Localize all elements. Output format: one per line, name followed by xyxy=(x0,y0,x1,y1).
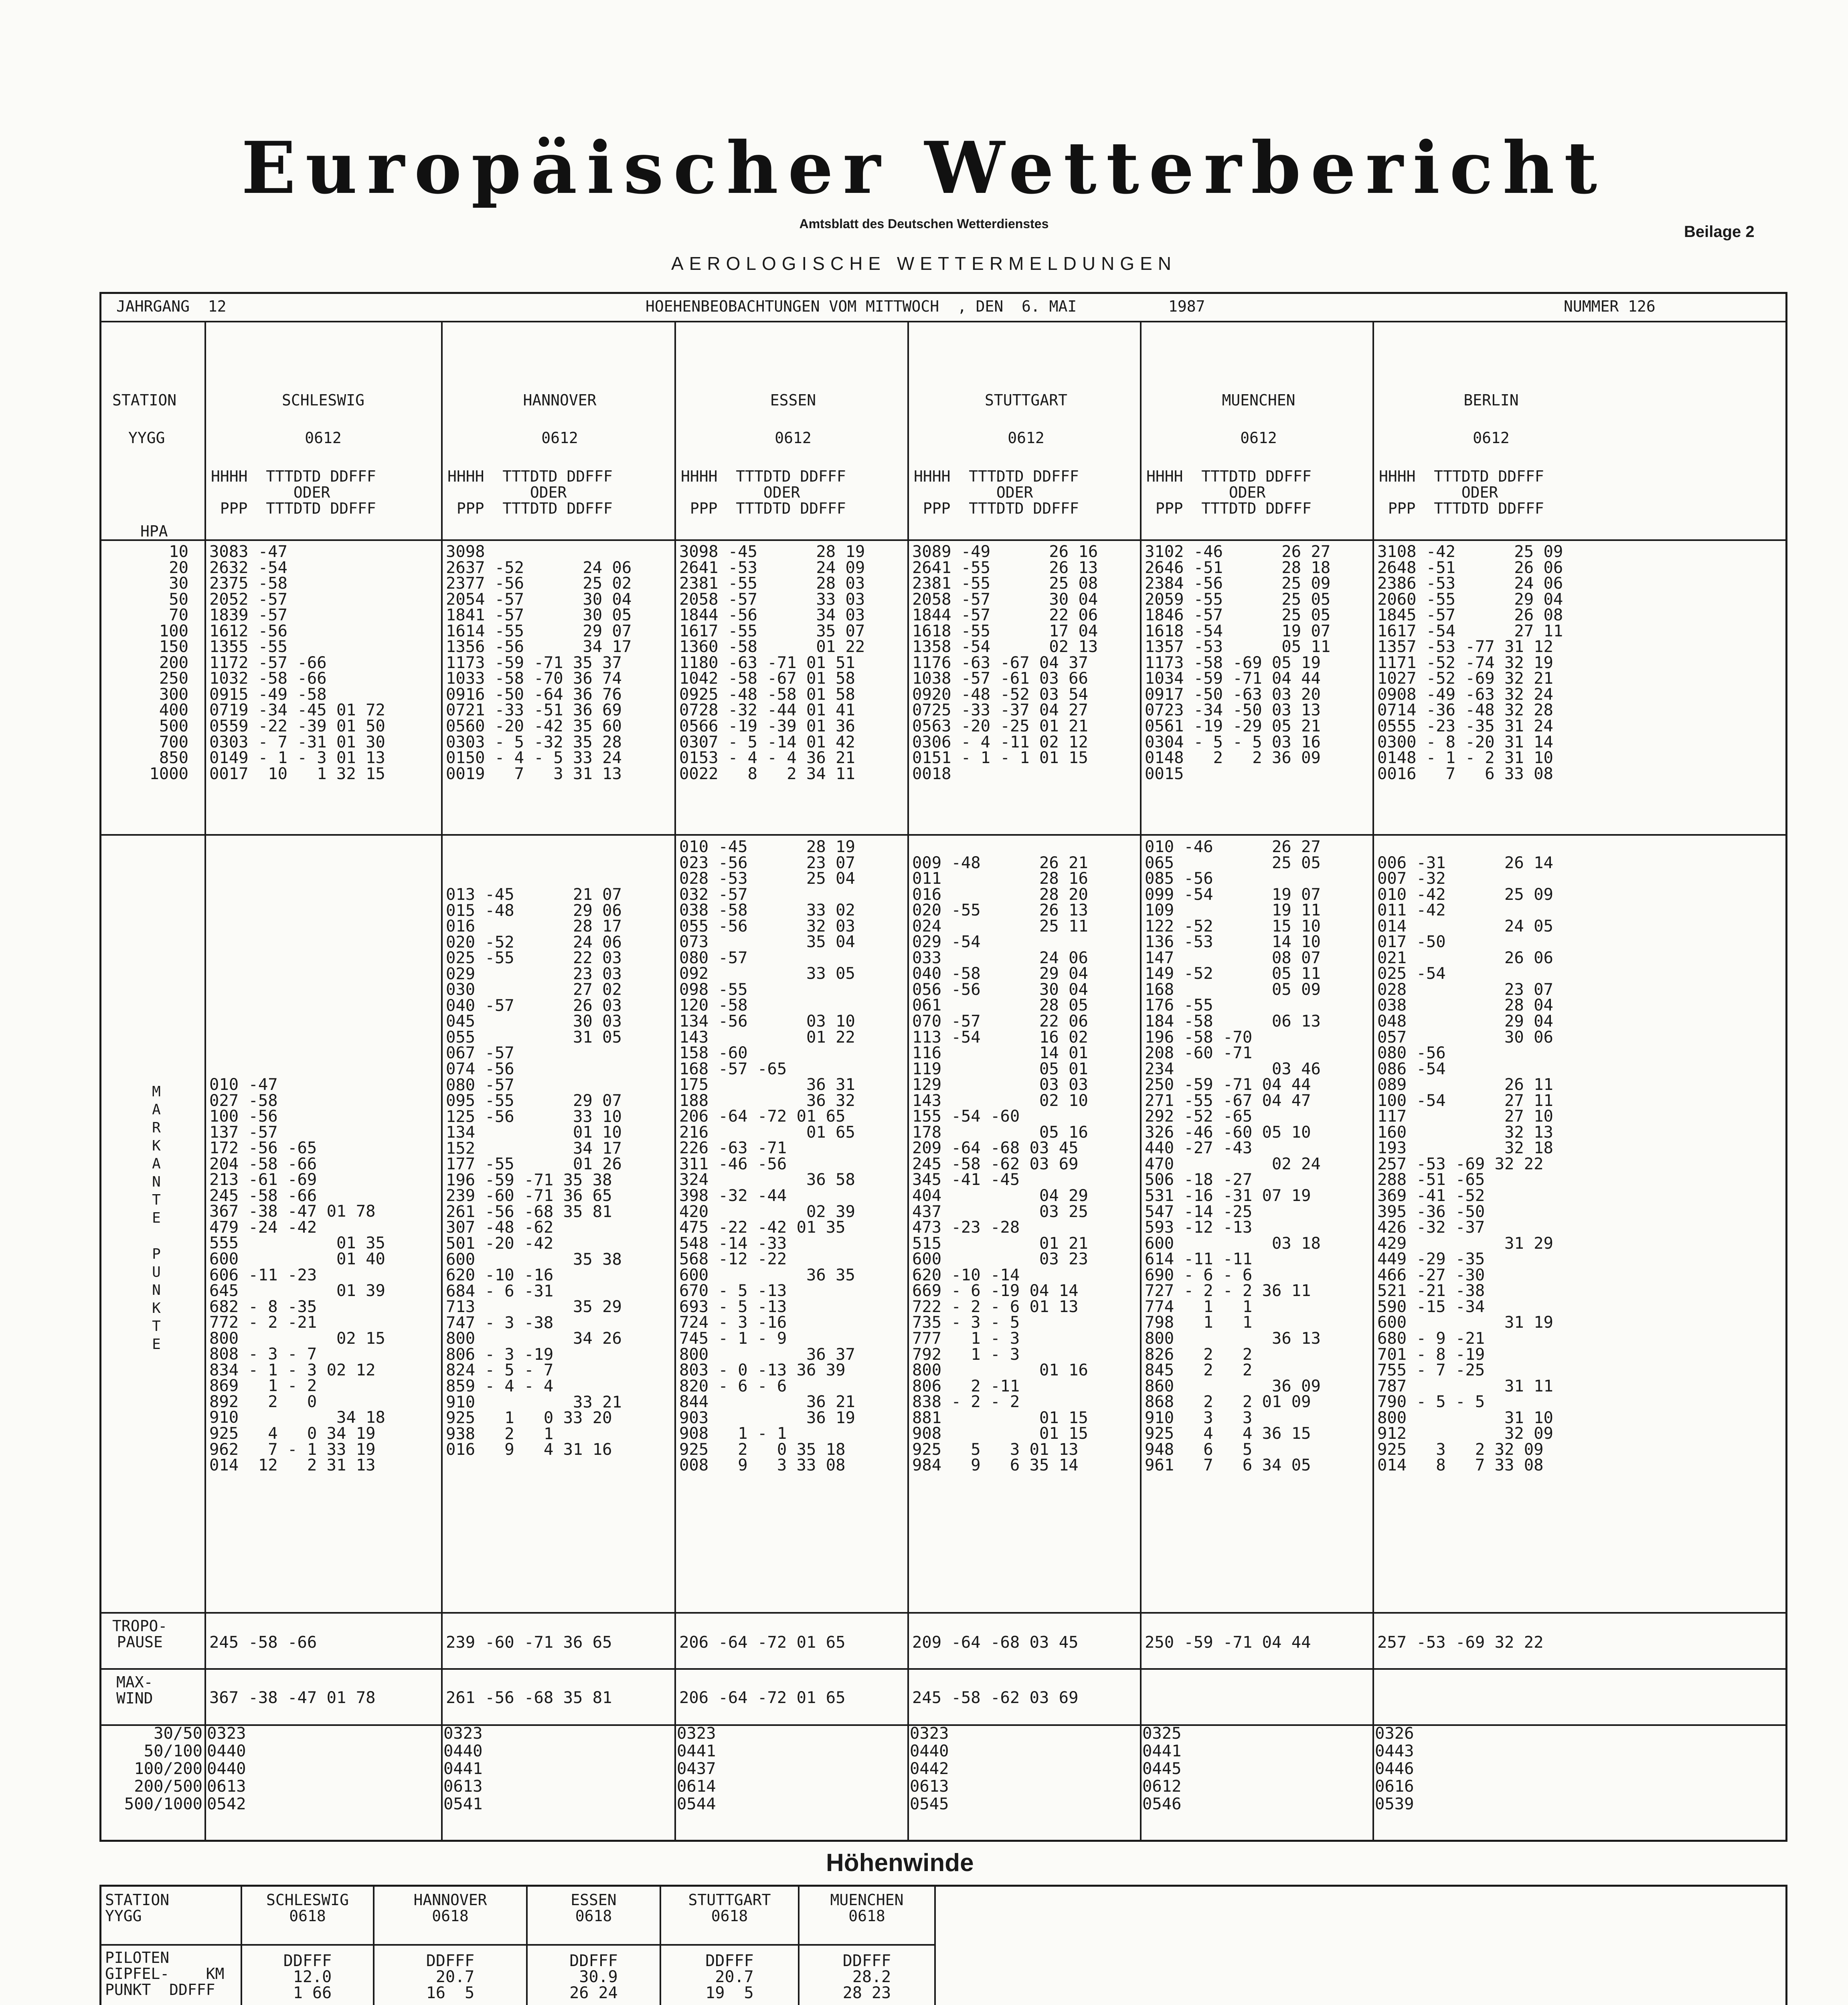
page-subtitle: Amtsblatt des Deutschen Wetterdienstes xyxy=(799,217,1049,231)
jahrgang-label: JAHRGANG 12 xyxy=(116,298,227,315)
column-header: HHHH TTTDTD DDFFF ODER PPP TTTDTD DDFFF xyxy=(681,468,846,517)
marked-points-label: M A R K A N T E P U N K T E xyxy=(152,1084,161,1353)
hw-gipfel: DDFFF 12.0 1 66 xyxy=(283,1952,332,2002)
station-yygg: 0612 xyxy=(1473,429,1510,447)
thickness-values: 0323 0441 0437 0614 0544 xyxy=(677,1723,716,1813)
divider xyxy=(99,1944,934,1946)
divider xyxy=(99,834,1787,836)
tropopause-label: TROPO- PAUSE xyxy=(112,1617,168,1651)
supplement-label: Beilage 2 xyxy=(1684,223,1755,241)
marked-points: 010 -45 28 19 023 -56 23 07 028 -53 25 04 032 -57 038 -58 33 02 055 -56 32 03 073 35 04 080 -57 092 33 05 098 -55 120 -58 134 -56 03 10 143 01 22 158 -60 168 -57 -65 175 36 31 188 36 32 206 -64 -72 01 65 216 01 65 226 -63 -71 311 -46 -56 324 36 58 398 -32 -44 420 02 39 475 -22 -42 01 35 548 -14 -33 568 -12 -22 600 36 35 670 - 5 -13 693 - 5 -13 724 - 3 -16 745 - 1 - 9 800 36 37 803 - 0 -13 36 39 820 - 6 - 6 844 36 21 903 36 19 908 1 - 1 925 2 0 35 18 008 9 3 33 08 xyxy=(679,837,855,1475)
marked-points: 013 -45 21 07 015 -48 29 06 016 28 17 020 -52 24 06 025 -55 22 03 029 23 03 030 27 02 040 -57 26 03 045 30 03 055 31 05 067 -57 074 -56 080 -57 095 -55 29 07 125 -56 33 10 134 01 10 152 34 17 177 -55 01 26 196 -59 -71 35 38 239 -60 -71 36 65 261 -56 -68 35 81 307 -48 -62 501 -20 -42 600 35 38 620 -10 -16 684 - 6 -31 713 35 29 747 - 3 -38 800 34 26 806 - 3 -19 824 - 5 - 7 859 - 4 - 4 910 33 21 925 1 0 33 20 938 2 1 016 9 4 31 16 xyxy=(446,885,622,1459)
station-name: SCHLESWIG xyxy=(282,391,364,409)
station-yygg: 0612 xyxy=(775,429,812,447)
divider xyxy=(99,321,1787,322)
divider xyxy=(99,1668,1787,1670)
tropopause-values: 239 -60 -71 36 65 xyxy=(446,1632,612,1652)
divider xyxy=(204,321,206,1842)
divider xyxy=(99,539,1787,541)
tropopause-values: 245 -58 -66 xyxy=(209,1632,317,1652)
station-label: STATION xyxy=(112,391,177,409)
max-wind-label: MAX- WIND xyxy=(116,1673,153,1707)
hw-station-name: HANNOVER xyxy=(413,1891,487,1909)
thickness-labels: 30/50 50/100 100/200 200/500 500/1000 xyxy=(124,1723,202,1813)
hw-gipfel: DDFFF 30.9 26 24 xyxy=(569,1952,618,2002)
observation-date: HOEHENBEOBACHTUNGEN VOM MITTWOCH , DEN 6. MAI 1987 xyxy=(646,298,1205,315)
hw-gipfel: DDFFF 20.7 19 5 xyxy=(705,1952,754,2002)
hw-station-name: MUENCHEN xyxy=(830,1891,904,1909)
hw-gipfel: DDFFF 28.2 28 23 xyxy=(842,1952,891,2002)
hoehenwinde-title: Höhenwinde xyxy=(826,1849,974,1877)
hw-station-yygg: 0618 xyxy=(575,1907,612,1925)
divider xyxy=(934,1885,936,2005)
standard-levels: 3108 -42 25 09 2648 -51 26 06 2386 -53 24 06 2060 -55 29 04 1845 -57 26 08 1617 -54 27 11 1357 -53 -77 31 12 1171 -52 -74 32 19 1027 -52 -69 32 21 0908 -49 -63 32 24 0714 -36 -48 32 28 0555 -23 -35 31 24 0300 - 8 -20 31 14 0148 - 1 - 2 31 10 0016 7 6 33 08 xyxy=(1377,542,1563,783)
station-yygg: 0612 xyxy=(1008,429,1044,447)
standard-levels: 3089 -49 26 16 2641 -55 26 13 2381 -55 25 08 2058 -57 30 04 1844 -57 22 06 1618 -55 17 04 1358 -54 02 13 1176 -63 -67 04 37 1038 -57 -61 03 66 0920 -48 -52 03 54 0725 -33 -37 04 27 0563 -20 -25 01 21 0306 - 4 -11 02 12 0151 - 1 - 1 01 15 0018 xyxy=(912,542,1098,783)
station-yygg: 0612 xyxy=(305,429,342,447)
divider xyxy=(1372,321,1374,1842)
tropopause-values: 250 -59 -71 04 44 xyxy=(1145,1632,1311,1652)
station-yygg: 0612 xyxy=(1240,429,1277,447)
max-wind-values: 261 -56 -68 35 81 xyxy=(446,1688,612,1707)
max-wind-values: 245 -58 -62 03 69 xyxy=(912,1688,1079,1707)
station-name: HANNOVER xyxy=(523,391,597,409)
thickness-values: 0323 0440 0442 0613 0545 xyxy=(910,1723,949,1813)
station-name: MUENCHEN xyxy=(1222,391,1295,409)
page-title: Europäischer Wetterbericht xyxy=(241,126,1607,210)
hw-gipfel: DDFFF 20.7 16 5 xyxy=(426,1952,475,2002)
tropopause-values: 206 -64 -72 01 65 xyxy=(679,1632,846,1652)
column-header: HHHH TTTDTD DDFFF ODER PPP TTTDTD DDFFF xyxy=(211,468,376,517)
divider xyxy=(441,321,443,1842)
max-wind-values: 206 -64 -72 01 65 xyxy=(679,1688,846,1707)
standard-levels: 3098 -45 28 19 2641 -53 24 09 2381 -55 28 03 2058 -57 33 03 1844 -56 34 03 1617 -55 35 07 1360 -58 01 22 1180 -63 -71 01 51 1042 -58 -67 01 58 0925 -48 -58 01 58 0728 -32 -44 01 41 0566 -19 -39 01 36 0307 - 5 -14 01 42 0153 - 4 - 4 36 21 0022 8 2 34 11 xyxy=(679,542,865,783)
divider xyxy=(674,321,676,1842)
yygg-label: YYGG xyxy=(128,429,165,447)
marked-points: 010 -46 26 27 065 25 05 085 -56 099 -54 19 07 109 19 11 122 -52 15 10 136 -53 14 10 147 08 07 149 -52 05 11 168 05 09 176 -55 184 -58 06 13 196 -58 -70 208 -60 -71 234 03 46 250 -59 -71 04 44 271 -55 -67 04 47 292 -52 -65 326 -46 -60 05 10 440 -27 -43 470 02 24 506 -18 -27 531 -16 -31 07 19 547 -14 -25 593 -12 -13 600 03 18 614 -11 -11 690 - 6 - 6 727 - 2 - 2 36 11 774 1 1 798 1 1 800 36 13 826 2 2 845 2 2 860 36 09 868 2 2 01 09 910 3 3 925 4 4 36 15 948 6 5 961 7 6 34 05 xyxy=(1145,837,1321,1475)
standard-levels: 3098 2637 -52 24 06 2377 -56 25 02 2054 -57 30 04 1841 -57 30 05 1614 -55 29 07 1356 -56 34 17 1173 -59 -71 35 37 1033 -58 -70 36 74 0916 -50 -64 36 76 0721 -33 -51 36 69 0560 -20 -42 35 60 0303 - 5 -32 35 28 0150 - 4 - 5 33 24 0019 7 3 31 13 xyxy=(446,542,632,783)
max-wind-values: 367 -38 -47 01 78 xyxy=(209,1688,376,1707)
hw-station-label: STATION YYGG xyxy=(105,1891,170,1925)
column-header: HHHH TTTDTD DDFFF ODER PPP TTTDTD DDFFF xyxy=(1146,468,1312,517)
station-name: ESSEN xyxy=(770,391,816,409)
hw-station-name: STUTTGART xyxy=(688,1891,771,1909)
hw-station-name: SCHLESWIG xyxy=(266,1891,349,1909)
hw-station-yygg: 0618 xyxy=(289,1907,326,1925)
thickness-values: 0323 0440 0440 0613 0542 xyxy=(207,1723,246,1813)
divider xyxy=(1140,321,1142,1842)
column-header: HHHH TTTDTD DDFFF ODER PPP TTTDTD DDFFF xyxy=(447,468,613,517)
hw-station-yygg: 0618 xyxy=(848,1907,885,1925)
hpa-levels: 10 20 30 50 70 100 150 200 250 300 400 500 700 850 1000 xyxy=(149,542,188,783)
marked-points: 010 -47 027 -58 100 -56 137 -57 172 -56 -65 204 -58 -66 213 -61 -69 245 -58 -66 367 -38 -47 01 78 479 -24 -42 555 01 35 600 01 40 606 -11 -23 645 01 39 682 - 8 -35 772 - 2 -21 800 02 15 808 - 3 - 7 834 - 1 - 3 02 12 869 1 - 2 892 2 0 910 34 18 925 4 0 34 19 962 7 - 1 33 19 014 12 2 31 13 xyxy=(209,1075,385,1475)
marked-points: 006 -31 26 14 007 -32 010 -42 25 09 011 -42 014 24 05 017 -50 021 26 06 025 -54 028 23 07 038 28 04 048 29 04 057 30 06 080 -56 086 -54 089 26 11 100 -54 27 11 117 27 10 160 32 13 193 32 18 257 -53 -69 32 22 288 -51 -65 369 -41 -52 395 -36 -50 426 -32 -37 429 31 29 449 -29 -35 466 -27 -30 521 -21 -38 590 -15 -34 600 31 19 680 - 9 -21 701 - 8 -19 755 - 7 -25 787 31 11 790 - 5 - 5 800 31 10 912 32 09 925 3 2 32 09 014 8 7 33 08 xyxy=(1377,853,1553,1475)
thickness-values: 0325 0441 0445 0612 0546 xyxy=(1142,1723,1182,1813)
column-header: HHHH TTTDTD DDFFF ODER PPP TTTDTD DDFFF xyxy=(914,468,1079,517)
thickness-values: 0323 0440 0441 0613 0541 xyxy=(443,1723,483,1813)
standard-levels: 3083 -47 2632 -54 2375 -58 2052 -57 1839 -57 1612 -56 1355 -55 1172 -57 -66 1032 -58 -66 0915 -49 -58 0719 -34 -45 01 72 0559 -22 -39 01 50 0303 - 7 -31 01 30 0149 - 1 - 3 01 13 0017 10 1 32 15 xyxy=(209,542,385,783)
tropopause-values: 209 -64 -68 03 45 xyxy=(912,1632,1079,1652)
hpa-label: HPA xyxy=(140,523,168,540)
station-name: BERLIN xyxy=(1463,391,1519,409)
hw-station-yygg: 0618 xyxy=(711,1907,748,1925)
tropopause-values: 257 -53 -69 32 22 xyxy=(1377,1632,1544,1652)
hw-station-name: ESSEN xyxy=(571,1891,617,1909)
thickness-values: 0326 0443 0446 0616 0539 xyxy=(1375,1723,1414,1813)
hw-station-yygg: 0618 xyxy=(432,1907,469,1925)
standard-levels: 3102 -46 26 27 2646 -51 28 18 2384 -56 25 09 2059 -55 25 05 1846 -57 25 05 1618 -54 19 07 1357 -53 05 11 1173 -58 -69 05 19 1034 -59 -71 04 44 0917 -50 -63 03 20 0723 -34 -50 03 13 0561 -19 -29 05 21 0304 - 5 - 5 03 16 0148 2 2 36 09 0015 xyxy=(1145,542,1331,783)
issue-number: NUMMER 126 xyxy=(1564,298,1656,315)
marked-points: 009 -48 26 21 011 28 16 016 28 20 020 -55 26 13 024 25 11 029 -54 033 24 06 040 -58 29 04 056 -56 30 04 061 28 05 070 -57 22 06 113 -54 16 02 116 14 01 119 05 01 129 03 03 143 02 10 155 -54 -60 178 05 16 209 -64 -68 03 45 245 -58 -62 03 69 345 -41 -45 404 04 29 437 03 25 473 -23 -28 515 01 21 600 03 23 620 -10 -14 669 - 6 -19 04 14 722 - 2 - 6 01 13 735 - 3 - 5 777 1 - 3 792 1 - 3 800 01 16 806 2 -11 838 - 2 - 2 881 01 15 908 01 15 925 5 3 01 13 984 9 6 35 14 xyxy=(912,853,1088,1475)
section-title: AEROLOGISCHE WETTERMELDUNGEN xyxy=(671,253,1177,274)
column-header: HHHH TTTDTD DDFFF ODER PPP TTTDTD DDFFF xyxy=(1379,468,1544,517)
station-yygg: 0612 xyxy=(541,429,578,447)
station-name: STUTTGART xyxy=(985,391,1067,409)
divider xyxy=(99,1612,1787,1614)
hw-piloten-label: PILOTEN GIPFEL- KM PUNKT DDFFF xyxy=(105,1949,225,1999)
divider xyxy=(907,321,909,1842)
